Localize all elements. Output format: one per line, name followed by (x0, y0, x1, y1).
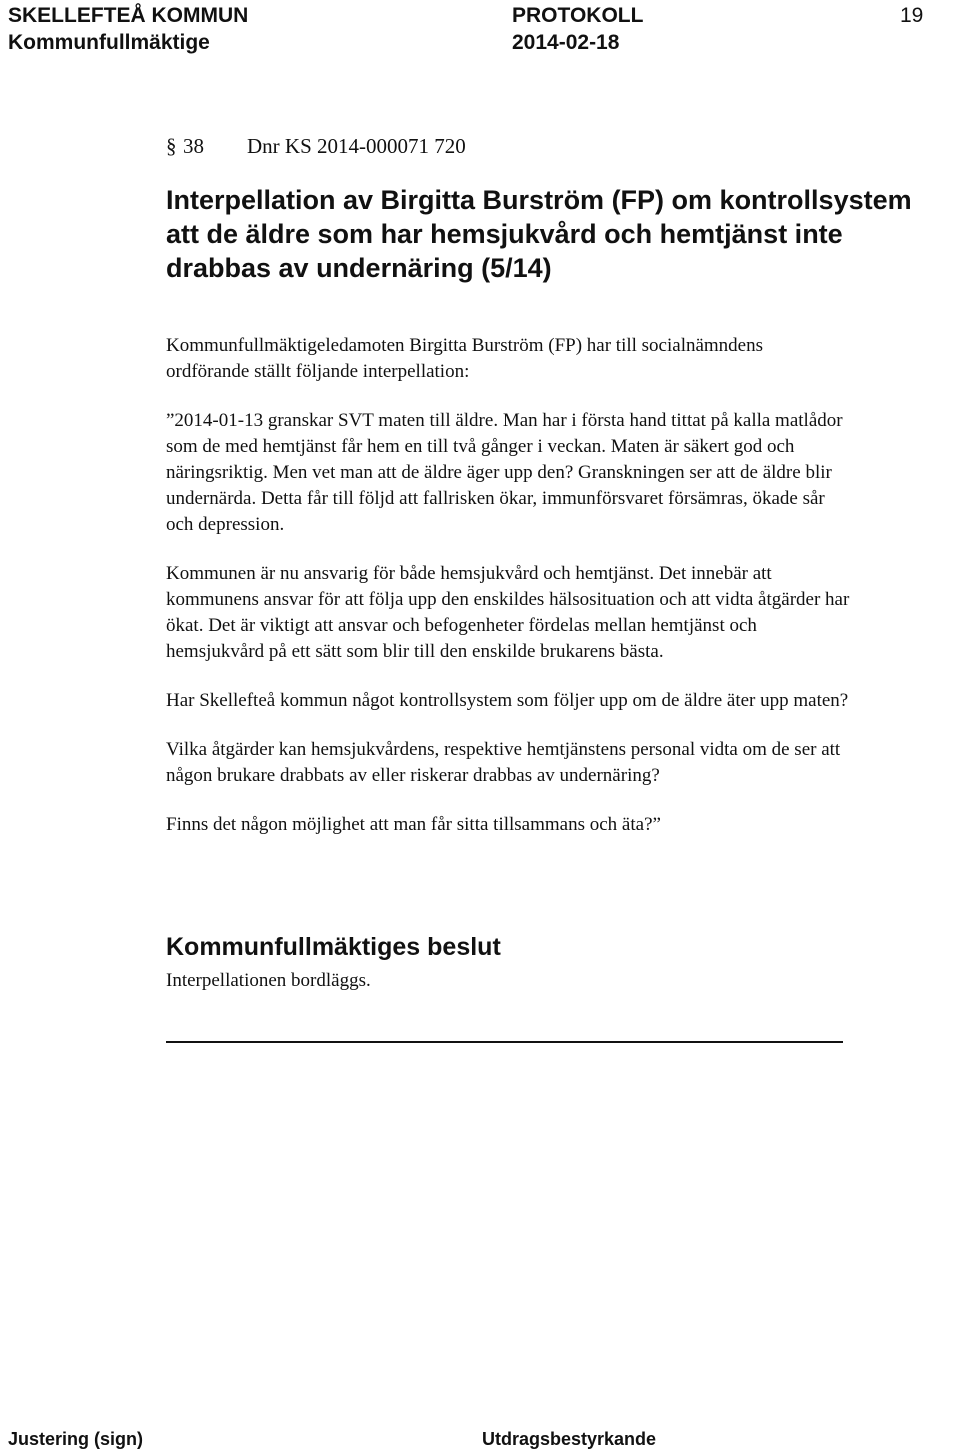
closing-divider (166, 1041, 843, 1043)
paragraph-symbol: § (166, 134, 177, 158)
paragraph-dnr: Dnr KS 2014-000071 720 (247, 134, 466, 158)
header-doc-type: PROTOKOLL (512, 4, 644, 27)
page-title: Interpellation av Birgitta Burström (FP) om kontrollsystem att de äldre som har hemsjukvård och hemtjänst inte drabbas av undernäring (5/14) (166, 185, 912, 283)
interpellation-paragraph-2: Kommunen är nu ansvarig för både hemsjukvård och hemtjänst. Det innebär att kommunens ansvar för att följa upp den enskildes hälsosituation och att vidta åtgärder har ökat. Det är viktigt att ansvar och befogenheter fördelas mellan hemtjänst och hemsjukvård på ett sätt som blir till den enskilde brukarens bästa. (166, 563, 850, 662)
header-body-name: Kommunfullmäktige (8, 31, 210, 54)
interpellation-paragraph-5: Finns det någon möjlighet att man får sitta tillsammans och äta?” (166, 814, 661, 835)
intro-paragraph: Kommunfullmäktigeledamoten Birgitta Burström (FP) har till socialnämndens ordförande ställt följande interpellation: (166, 335, 764, 382)
interpellation-text (166, 408, 856, 838)
header-page-number: 19 (900, 4, 924, 27)
footer-justering: Justering (sign) (8, 1429, 144, 1449)
header-date: 2014-02-18 (512, 31, 620, 54)
interpellation-paragraph-4: Vilka åtgärder kan hemsjukvårdens, respektive hemtjänstens personal vidta om de ser att någon brukare drabbats av eller riskerar drabbas av undernäring? (166, 739, 841, 786)
decision-heading: Kommunfullmäktiges beslut (166, 933, 501, 961)
footer-utdragsbestyrkande: Utdragsbestyrkande (482, 1429, 657, 1449)
interpellation-paragraph-1: ”2014-01-13 granskar SVT maten till äldre. Man har i första hand tittat på kalla matlådor som de med hemtjänst får hem en till två gånger i veckan. Maten är säkert god och näringsriktig. Men vet man att de äldre äger upp den? Granskningen ser att de äldre blir undernärda. Detta får till följd att fallrisken ökar, immunförsvaret försämras, ökade sår och depression. (166, 410, 843, 535)
paragraph-number: 38 (183, 134, 204, 158)
decision-text: Interpellationen bordläggs. (166, 970, 371, 991)
interpellation-paragraph-3: Har Skellefteå kommun något kontrollsystem som följer upp om de äldre äter upp maten? (166, 690, 849, 711)
header-org: SKELLEFTEÅ KOMMUN (8, 4, 249, 27)
